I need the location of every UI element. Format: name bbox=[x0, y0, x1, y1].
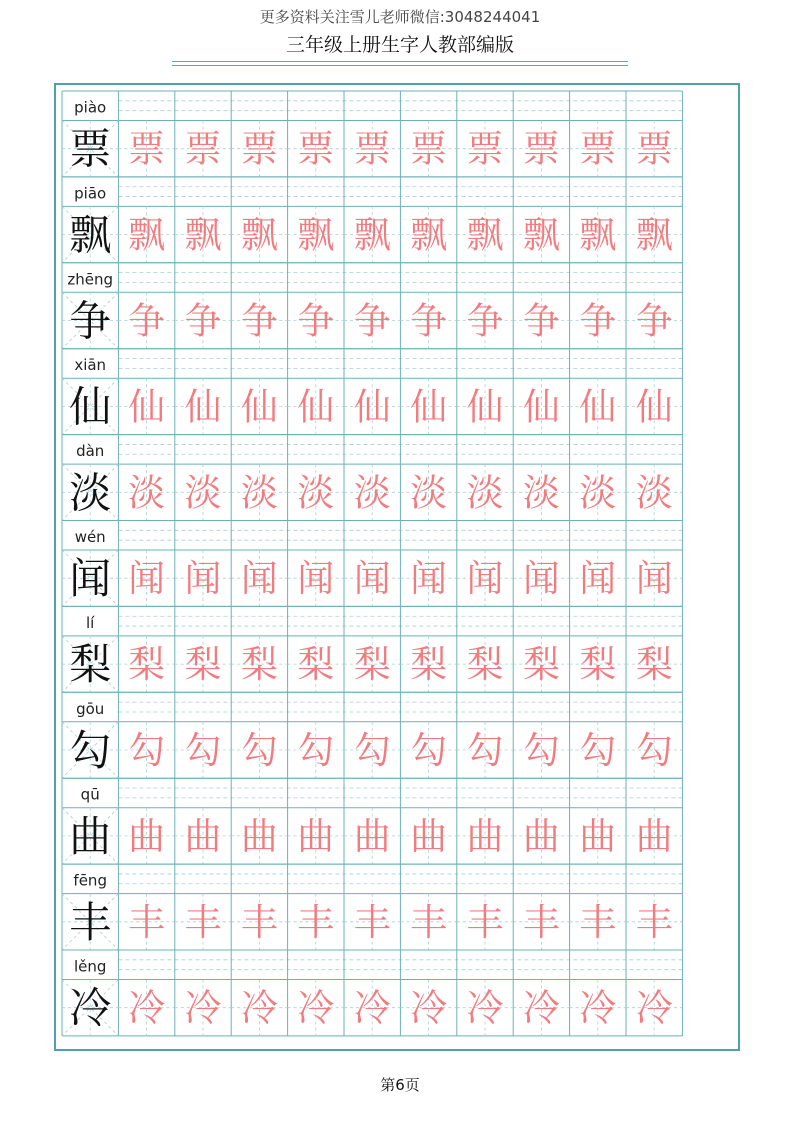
model-character: 争 bbox=[69, 296, 112, 346]
pinyin-label: lěng bbox=[73, 957, 107, 976]
trace-character: 冷 bbox=[635, 986, 673, 1030]
trace-character: 勾 bbox=[410, 729, 448, 772]
trace-character: 票 bbox=[128, 127, 166, 171]
title-underline-bottom bbox=[172, 65, 628, 66]
trace-character: 闻 bbox=[579, 557, 617, 601]
pinyin-label: lí bbox=[86, 613, 95, 632]
trace-character: 淡 bbox=[466, 471, 504, 515]
trace-character: 争 bbox=[522, 299, 560, 343]
trace-character: 票 bbox=[466, 127, 504, 171]
trace-character: 闻 bbox=[635, 557, 673, 601]
trace-character: 丰 bbox=[579, 900, 617, 944]
trace-character: 淡 bbox=[579, 471, 617, 515]
trace-character: 闻 bbox=[240, 557, 278, 601]
trace-character: 淡 bbox=[297, 471, 335, 515]
trace-character: 票 bbox=[297, 127, 335, 171]
trace-character: 争 bbox=[240, 299, 278, 343]
trace-character: 争 bbox=[184, 299, 222, 343]
model-character: 曲 bbox=[69, 811, 112, 861]
trace-character: 曲 bbox=[410, 814, 448, 858]
trace-character: 曲 bbox=[635, 814, 673, 858]
pinyin-label: xiān bbox=[74, 356, 107, 375]
trace-character: 仙 bbox=[635, 385, 673, 429]
trace-character: 票 bbox=[579, 127, 617, 171]
trace-character: 飘 bbox=[297, 213, 335, 257]
header-note: 更多资料关注雪儿老师微信:3048244041 bbox=[259, 8, 541, 26]
trace-character: 梨 bbox=[297, 643, 335, 687]
trace-character: 淡 bbox=[635, 471, 673, 515]
trace-character: 丰 bbox=[184, 900, 222, 944]
trace-character: 闻 bbox=[128, 557, 166, 601]
trace-character: 丰 bbox=[466, 900, 504, 944]
trace-character: 梨 bbox=[522, 643, 560, 687]
trace-character: 票 bbox=[240, 127, 278, 171]
trace-character: 争 bbox=[353, 299, 391, 343]
trace-character: 冷 bbox=[579, 986, 617, 1030]
trace-character: 闻 bbox=[353, 557, 391, 601]
trace-character: 勾 bbox=[297, 729, 335, 772]
trace-character: 票 bbox=[353, 127, 391, 171]
trace-character: 淡 bbox=[240, 471, 278, 515]
trace-character: 仙 bbox=[184, 385, 222, 429]
trace-character: 丰 bbox=[410, 900, 448, 944]
pinyin-label: dàn bbox=[76, 442, 105, 461]
trace-character: 丰 bbox=[522, 900, 560, 944]
trace-character: 梨 bbox=[579, 643, 617, 687]
practice-grid-canvas bbox=[56, 85, 738, 1049]
trace-character: 淡 bbox=[184, 471, 222, 515]
trace-character: 飘 bbox=[128, 213, 166, 257]
model-character: 仙 bbox=[69, 382, 112, 432]
trace-character: 梨 bbox=[128, 643, 166, 687]
trace-character: 勾 bbox=[579, 729, 617, 772]
trace-character: 梨 bbox=[353, 643, 391, 687]
trace-character: 丰 bbox=[635, 900, 673, 944]
trace-character: 淡 bbox=[522, 471, 560, 515]
trace-character: 仙 bbox=[579, 385, 617, 429]
trace-character: 冷 bbox=[353, 986, 391, 1030]
trace-character: 冷 bbox=[522, 986, 560, 1030]
trace-character: 曲 bbox=[466, 814, 504, 858]
trace-character: 梨 bbox=[466, 643, 504, 687]
trace-character: 勾 bbox=[128, 729, 166, 772]
trace-character: 仙 bbox=[466, 385, 504, 429]
trace-character: 票 bbox=[522, 127, 560, 171]
trace-character: 争 bbox=[466, 299, 504, 343]
model-character: 勾 bbox=[69, 726, 112, 775]
trace-character: 仙 bbox=[410, 385, 448, 429]
trace-character: 勾 bbox=[353, 729, 391, 772]
trace-character: 淡 bbox=[410, 471, 448, 515]
pinyin-label: wén bbox=[74, 528, 106, 546]
trace-character: 闻 bbox=[410, 557, 448, 601]
trace-character: 梨 bbox=[635, 643, 673, 687]
trace-character: 丰 bbox=[240, 900, 278, 944]
trace-character: 争 bbox=[297, 299, 335, 343]
model-character: 冷 bbox=[69, 983, 112, 1033]
trace-character: 仙 bbox=[128, 385, 166, 429]
trace-character: 争 bbox=[128, 299, 166, 343]
model-character: 票 bbox=[69, 124, 112, 174]
trace-character: 飘 bbox=[410, 213, 448, 257]
trace-character: 勾 bbox=[184, 729, 222, 772]
page-title: 三年级上册生字人教部编版 bbox=[285, 34, 514, 56]
trace-character: 丰 bbox=[128, 900, 166, 944]
trace-character: 冷 bbox=[410, 986, 448, 1030]
trace-character: 仙 bbox=[353, 385, 391, 429]
trace-character: 丰 bbox=[297, 900, 335, 944]
trace-character: 曲 bbox=[579, 814, 617, 858]
trace-character: 曲 bbox=[353, 814, 391, 858]
title-underline-top bbox=[172, 61, 628, 62]
trace-character: 闻 bbox=[466, 557, 504, 601]
trace-character: 冷 bbox=[184, 986, 222, 1030]
trace-character: 闻 bbox=[184, 557, 222, 601]
model-character: 淡 bbox=[69, 468, 112, 518]
trace-character: 冷 bbox=[240, 986, 278, 1030]
model-character: 飘 bbox=[69, 210, 112, 260]
model-character: 闻 bbox=[69, 554, 112, 604]
trace-character: 票 bbox=[410, 127, 448, 171]
trace-character: 曲 bbox=[297, 814, 335, 858]
trace-character: 冷 bbox=[128, 986, 166, 1030]
trace-character: 梨 bbox=[240, 643, 278, 687]
pinyin-label: qū bbox=[80, 785, 100, 804]
trace-character: 勾 bbox=[466, 729, 504, 772]
trace-character: 争 bbox=[635, 299, 673, 343]
pinyin-label: gōu bbox=[76, 699, 105, 718]
trace-character: 梨 bbox=[184, 643, 222, 687]
pinyin-label: fēng bbox=[73, 871, 107, 890]
trace-character: 淡 bbox=[128, 471, 166, 515]
trace-character: 曲 bbox=[240, 814, 278, 858]
pinyin-label: piào bbox=[74, 98, 107, 117]
trace-character: 仙 bbox=[522, 385, 560, 429]
trace-character: 曲 bbox=[522, 814, 560, 858]
trace-character: 冷 bbox=[297, 986, 335, 1030]
pinyin-label: zhēng bbox=[67, 270, 114, 289]
trace-character: 飘 bbox=[579, 213, 617, 257]
trace-character: 仙 bbox=[240, 385, 278, 429]
trace-character: 闻 bbox=[297, 557, 335, 601]
trace-character: 曲 bbox=[184, 814, 222, 858]
trace-character: 曲 bbox=[128, 814, 166, 858]
trace-character: 闻 bbox=[522, 557, 560, 601]
trace-character: 丰 bbox=[353, 900, 391, 944]
trace-character: 飘 bbox=[635, 213, 673, 257]
trace-character: 淡 bbox=[353, 471, 391, 515]
trace-character: 票 bbox=[635, 127, 673, 171]
trace-character: 飘 bbox=[522, 213, 560, 257]
trace-character: 梨 bbox=[410, 643, 448, 687]
character-practice-grid bbox=[54, 83, 740, 1051]
trace-character: 飘 bbox=[353, 213, 391, 257]
trace-character: 飘 bbox=[466, 213, 504, 257]
page-number: 第6页 bbox=[380, 1076, 420, 1094]
trace-character: 勾 bbox=[240, 729, 278, 772]
trace-character: 勾 bbox=[635, 729, 673, 772]
trace-character: 争 bbox=[579, 299, 617, 343]
trace-character: 冷 bbox=[466, 986, 504, 1030]
trace-character: 飘 bbox=[184, 213, 222, 257]
model-character: 梨 bbox=[69, 640, 112, 690]
model-character: 丰 bbox=[69, 897, 112, 947]
trace-character: 票 bbox=[184, 127, 222, 171]
trace-character: 争 bbox=[410, 299, 448, 343]
trace-character: 勾 bbox=[522, 729, 560, 772]
trace-character: 仙 bbox=[297, 385, 335, 429]
trace-character: 飘 bbox=[240, 213, 278, 257]
pinyin-label: piāo bbox=[74, 184, 107, 203]
